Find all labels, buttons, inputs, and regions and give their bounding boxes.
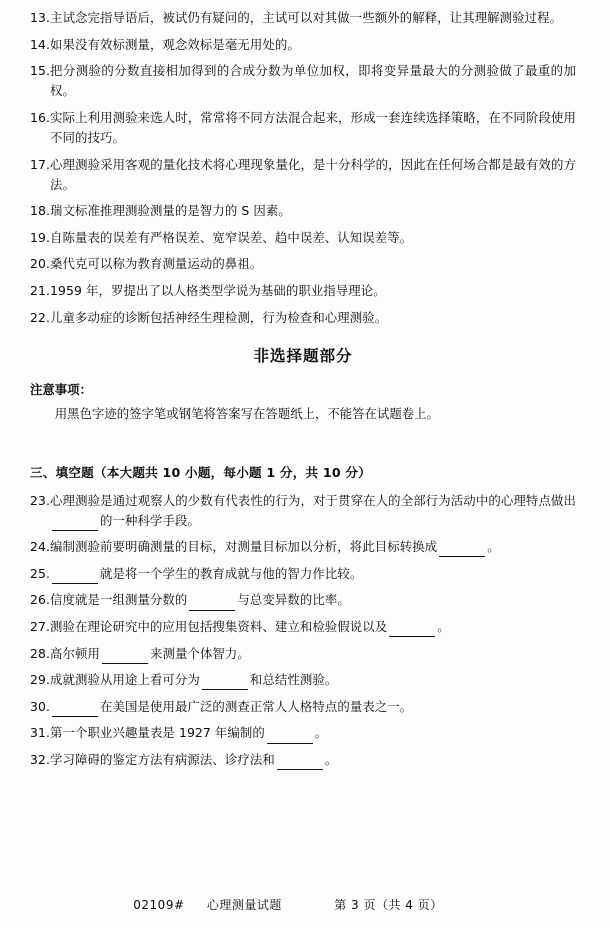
item-number: 28. — [30, 645, 51, 661]
item-text-part: 和总结性测验。 — [249, 672, 338, 688]
true-false-list — [30, 8, 576, 328]
item-text-part: 在美国是使用最广泛的测查正常人人格特点的量表之一。 — [100, 698, 413, 714]
list-item — [30, 108, 576, 148]
item-text — [50, 723, 576, 743]
answer-blank[interactable] — [439, 545, 485, 558]
spacer — [30, 430, 576, 454]
part-heading: 三、填空题（本大题共 10 小题，每小题 1 分，共 10 分） — [30, 464, 371, 480]
list-item — [30, 670, 576, 690]
list-item — [30, 61, 576, 101]
footer-page-number: 第 3 页（共 4 页） — [304, 890, 477, 912]
item-text-part: 的一种科学手段。 — [100, 512, 200, 528]
item-number: 13. — [30, 10, 51, 25]
notice-body: 用黑色字迹的签字笔或钢笔将答案写在答题纸上，不能答在试题卷上。 — [54, 405, 439, 421]
item-number: 27. — [30, 619, 51, 635]
item-number: 14. — [30, 36, 51, 52]
footer-exam-title: 心理测量试题 — [206, 898, 282, 912]
list-item — [30, 8, 576, 28]
list-item — [30, 281, 576, 301]
item-text — [50, 697, 576, 717]
item-text-part: 编制测验前要明确测量的目标，对测量目标加以分析，将此目标转换成 — [50, 539, 438, 555]
item-text: 桑代克可以称为教育测量运动的鼻祖。 — [50, 256, 263, 272]
item-text — [50, 644, 576, 664]
item-text — [50, 491, 576, 531]
item-text-part: 测验在理论研究中的应用包括搜集资料、建立和检验假说以及 — [50, 619, 388, 635]
list-item — [30, 308, 576, 328]
item-number: 22. — [30, 309, 51, 325]
item-text-part: 心理测验是通过观察人的少数有代表性的行为，对于贯穿在人的全部行为活动中的心理特点做出 — [50, 492, 576, 508]
list-item — [30, 155, 576, 195]
item-number: 29. — [30, 672, 51, 688]
item-text-part: 第一个职业兴趣量表是 1927 年编制的 — [50, 725, 265, 741]
item-text: 瑞文标准推理测验测量的是智力的 S 因素。 — [50, 203, 291, 219]
item-text — [50, 750, 576, 770]
item-text-part: 与总变异数的比率。 — [237, 592, 350, 608]
section-title: 非选择题部分 — [253, 346, 353, 365]
list-item — [30, 750, 576, 770]
item-text-part: 。 — [487, 539, 500, 555]
footer-course-code: 02109# — [133, 898, 185, 912]
answer-blank[interactable] — [52, 571, 98, 584]
item-text-part: 高尔顿用 — [50, 645, 100, 661]
item-text: 1959 年，罗提出了以人格类型学说为基础的职业指导理论。 — [50, 283, 386, 299]
item-text — [50, 564, 576, 584]
item-text-part: 学习障碍的鉴定方法有病源法、诊疗法和 — [50, 752, 275, 767]
fill-in-blank-list — [30, 491, 576, 771]
item-number: 17. — [30, 156, 51, 172]
item-number: 21. — [30, 283, 51, 299]
item-text: 实际上利用测验来选人时，常常将不同方法混合起来，形成一套连续选择策略，在不同阶段使用不同的技巧。 — [50, 109, 576, 145]
answer-blank[interactable] — [189, 598, 235, 611]
item-number: 16. — [30, 109, 51, 125]
list-item — [30, 491, 576, 531]
item-number: 31. — [30, 725, 51, 741]
notice-heading: 注意事项： — [30, 381, 92, 397]
item-text — [50, 537, 576, 557]
answer-blank[interactable] — [389, 624, 435, 637]
list-item — [30, 617, 576, 637]
item-number: 24. — [30, 539, 51, 555]
item-text: 儿童多动症的诊断包括神经生理检测，行为检查和心理测验。 — [50, 309, 388, 325]
list-item — [30, 723, 576, 743]
answer-blank[interactable] — [102, 651, 148, 664]
item-text-part: 信度就是一组测量分数的 — [50, 592, 188, 608]
list-item — [30, 564, 576, 584]
item-number: 30. — [30, 698, 51, 714]
list-item — [30, 201, 576, 221]
item-number: 15. — [30, 63, 51, 79]
item-text: 如果没有效标测量，观念效标是毫无用处的。 — [50, 36, 300, 52]
list-item — [30, 644, 576, 664]
list-item — [30, 35, 576, 55]
item-text: 自陈量表的误差有严格误差、宽窄误差、趋中误差、认知误差等。 — [50, 229, 413, 245]
item-text — [50, 670, 576, 690]
item-number: 18. — [30, 203, 51, 219]
item-text — [50, 590, 576, 610]
list-item — [30, 590, 576, 610]
item-text — [50, 617, 576, 637]
item-text-part: 。 — [314, 725, 328, 741]
list-item — [30, 697, 576, 717]
item-text: 主试念完指导语后，被试仍有疑问的，主试可以对其做一些额外的解释，让其理解测验过程。 — [50, 10, 563, 25]
answer-blank[interactable] — [277, 757, 323, 770]
item-text-part: 。 — [324, 752, 338, 767]
item-text-part: 来测量个体智力。 — [149, 645, 250, 661]
item-number: 26. — [30, 592, 51, 608]
list-item — [30, 254, 576, 274]
item-number: 19. — [30, 229, 51, 245]
answer-blank[interactable] — [52, 518, 98, 531]
item-number: 32. — [30, 752, 51, 767]
answer-blank[interactable] — [52, 704, 98, 717]
list-item — [30, 228, 576, 248]
page-footer — [0, 896, 610, 913]
item-number: 25. — [30, 565, 51, 581]
item-text-part: 成就测验从用途上看可分为 — [50, 672, 200, 688]
item-text-part: 就是将一个学生的教育成就与他的智力作比较。 — [100, 565, 363, 581]
item-number: 23. — [30, 492, 51, 508]
item-text-part: 。 — [437, 619, 450, 635]
answer-blank[interactable] — [267, 731, 313, 744]
item-number: 20. — [30, 256, 51, 272]
item-text: 把分测验的分数直接相加得到的合成分数为单位加权，即将变异量最大的分测验做了最重的加权。 — [50, 63, 576, 99]
item-text: 心理测验采用客观的量化技术将心理现象量化，是十分科学的，因此在任何场合都是最有效的方法。 — [50, 156, 576, 192]
list-item — [30, 537, 576, 557]
answer-blank[interactable] — [202, 678, 248, 691]
